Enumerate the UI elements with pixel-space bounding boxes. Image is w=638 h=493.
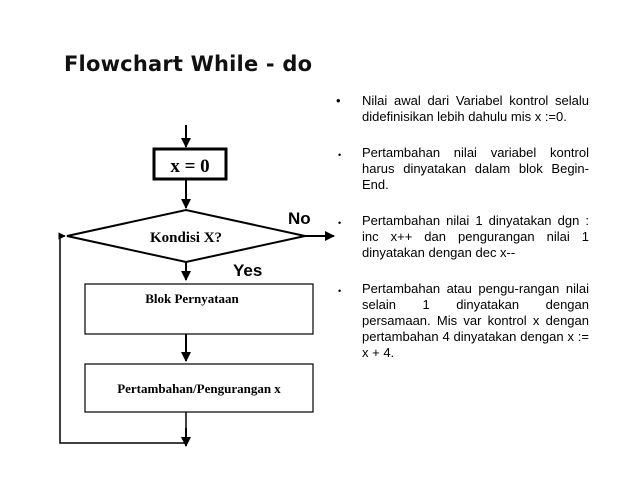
init-label: x = 0 [170, 156, 210, 177]
bullet-marker: • [336, 93, 341, 108]
condition-label: Kondisi X? [149, 230, 223, 246]
bullet-item [336, 145, 589, 193]
bullet-text: Pertambahan nilai variabel kontrol harus dinyatakan dalam blok Begin-End. [362, 145, 589, 192]
no-label: No [288, 209, 311, 228]
bullet-item [336, 93, 589, 125]
bullet-text: Pertambahan atau pengu-rangan nilai selain 1 dinyatakan dengan persamaan. Mis var kontrol x dengan pertambahan 4 dinyatakan dengan x := x + 4. [362, 281, 589, 360]
slide-title: Flowchart While - do [64, 52, 313, 76]
bullet-item [336, 213, 589, 261]
bullet-text: Nilai awal dari Variabel kontrol selalu didefinisikan lebih dahulu mis x :=0. [362, 93, 589, 124]
body-label: Blok Pernyataan [145, 291, 239, 306]
bullet-list [336, 93, 589, 381]
update-label: Pertambahan/Pengurangan x [117, 381, 281, 396]
yes-label: Yes [233, 261, 263, 280]
bullet-text: Pertambahan nilai 1 dinyatakan dgn : inc x++ dan pengurangan nilai 1 dinyatakan dengan dec x-- [362, 213, 589, 260]
bullet-item [336, 281, 589, 361]
bullet-marker: • [338, 150, 342, 160]
bullet-marker: • [338, 218, 342, 228]
bullet-marker: • [338, 286, 342, 296]
